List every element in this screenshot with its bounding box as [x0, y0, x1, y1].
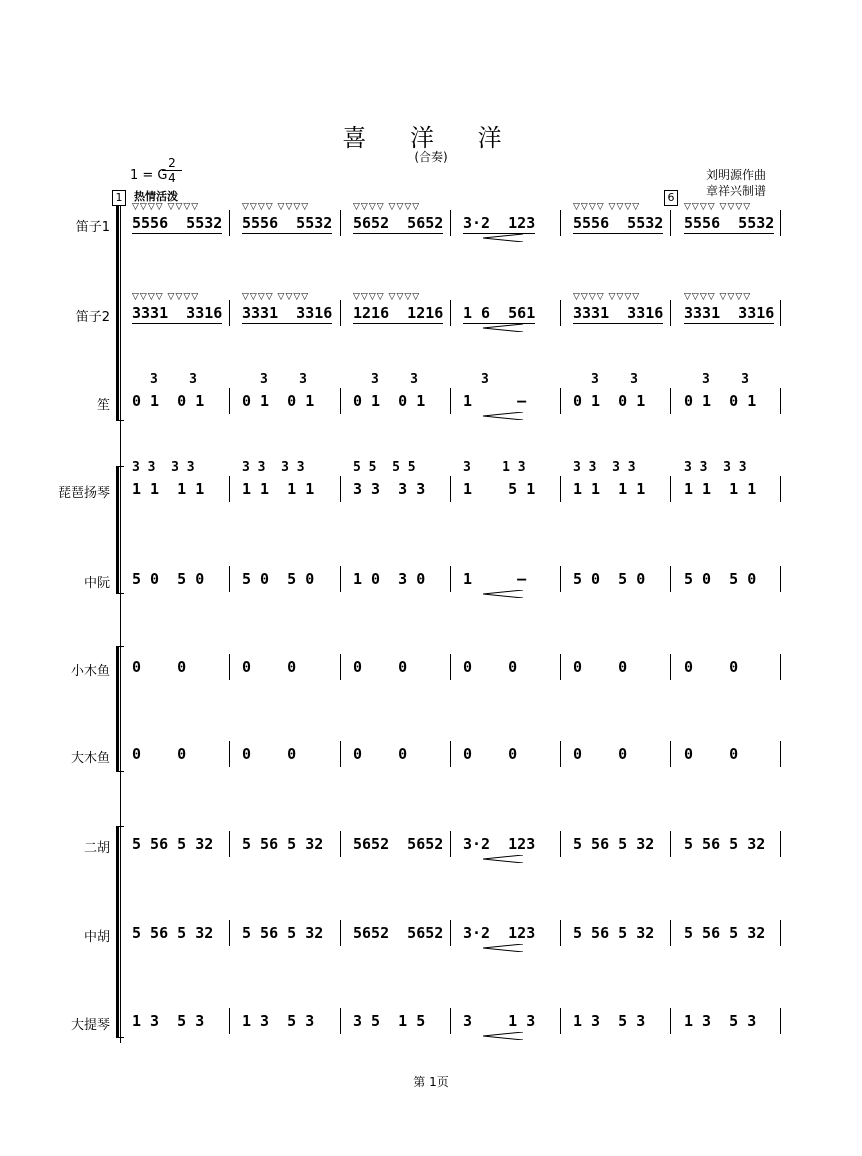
measure: 1216 1216 — [353, 304, 444, 322]
measure: 1 6 561 — [463, 304, 536, 322]
barline — [340, 654, 341, 680]
crescendo-hairpin — [483, 855, 523, 863]
measure: 0 0 — [242, 658, 297, 676]
barline — [560, 210, 561, 236]
measure: 0 0 — [242, 745, 297, 763]
barline — [340, 1008, 341, 1034]
barline — [780, 566, 781, 592]
barline — [560, 831, 561, 857]
barline — [670, 388, 671, 414]
instrument-label: 中胡 — [83, 930, 110, 945]
accent-marks: ▽▽▽▽ ▽▽▽▽ — [132, 202, 200, 212]
measure: 3 3 3 3 — [353, 480, 426, 498]
crescendo-hairpin — [483, 412, 523, 420]
barline — [450, 388, 451, 414]
measure: 5 56 5 32 — [242, 835, 324, 853]
barline — [670, 831, 671, 857]
instrument-label: 笛子2 — [75, 310, 110, 325]
arranger: 章祥兴制谱 — [706, 184, 767, 198]
measure: 1 3 5 3 — [132, 1012, 205, 1030]
measure: 3331 3316 — [684, 304, 775, 322]
barline — [670, 476, 671, 502]
barline — [780, 388, 781, 414]
upper-notes: 3 3 3 3 — [242, 460, 305, 475]
accent-marks: ▽▽▽▽ ▽▽▽▽ — [353, 292, 421, 302]
upper-notes: 3 3 3 3 — [132, 460, 195, 475]
barline — [670, 920, 671, 946]
composer: 刘明源作曲 — [706, 168, 767, 182]
barline — [229, 476, 230, 502]
crescendo-hairpin — [483, 1032, 523, 1040]
barline — [340, 210, 341, 236]
barline — [340, 566, 341, 592]
measure: 1 1 1 1 — [242, 480, 315, 498]
measure: 3331 3316 — [132, 304, 223, 322]
barline — [560, 654, 561, 680]
barline — [780, 920, 781, 946]
measure: 0 1 0 1 — [573, 392, 646, 410]
accent-marks: ▽▽▽▽ ▽▽▽▽ — [353, 202, 421, 212]
instrument-label: 笛子1 — [75, 220, 110, 235]
measure: 5 0 5 0 — [132, 570, 205, 588]
measure: 1 3 5 3 — [684, 1012, 757, 1030]
measure: 5556 5532 — [132, 214, 223, 232]
instrument-label: 小木鱼 — [70, 664, 110, 679]
measure: 5 56 5 32 — [242, 924, 324, 942]
barline — [780, 210, 781, 236]
crescendo-hairpin — [483, 944, 523, 952]
measure: 0 0 — [684, 658, 739, 676]
crescendo-hairpin — [483, 590, 523, 598]
barline — [780, 300, 781, 326]
barline — [450, 741, 451, 767]
measure: 3 5 1 5 — [353, 1012, 426, 1030]
upper-notes: 3 3 3 3 — [573, 460, 636, 475]
barline — [780, 476, 781, 502]
barline — [450, 210, 451, 236]
barline — [780, 654, 781, 680]
time-signature-top: 2 — [168, 156, 176, 170]
upper-notes: 3 3 — [702, 372, 749, 387]
barline — [560, 920, 561, 946]
barline — [450, 300, 451, 326]
measure: 3·2 123 — [463, 835, 536, 853]
measure: 5652 5652 — [353, 214, 444, 232]
barline — [670, 741, 671, 767]
barline — [780, 1008, 781, 1034]
page-title: 喜 洋 洋 — [342, 124, 520, 152]
measure: 0 0 — [573, 745, 628, 763]
instrument-label: 琵琶扬琴 — [57, 486, 110, 501]
subtitle: (合奏) — [414, 150, 448, 164]
upper-notes: 3 1 3 — [463, 460, 526, 475]
instrument-label: 二胡 — [83, 841, 110, 856]
instrument-label: 中阮 — [83, 576, 110, 591]
barline — [229, 831, 230, 857]
barline — [560, 741, 561, 767]
upper-notes: 3 3 — [371, 372, 418, 387]
bracket-winds — [116, 205, 121, 421]
measure: 5 56 5 32 — [684, 924, 766, 942]
instrument-label: 笙 — [96, 398, 110, 413]
measure: 1 5 1 — [463, 480, 536, 498]
measure: 5 0 5 0 — [573, 570, 646, 588]
crescendo-hairpin — [483, 324, 523, 332]
rehearsal-mark-1: 1 — [112, 190, 126, 206]
crescendo-hairpin — [483, 234, 523, 242]
barline — [229, 388, 230, 414]
measure: 1 3 5 3 — [242, 1012, 315, 1030]
accent-marks: ▽▽▽▽ ▽▽▽▽ — [132, 292, 200, 302]
key-signature: 1 = G — [130, 168, 168, 183]
measure: 0 0 — [573, 658, 628, 676]
bracket-strings — [116, 826, 121, 1038]
measure: 5652 5652 — [353, 835, 444, 853]
barline — [670, 654, 671, 680]
measure: 3·2 123 — [463, 924, 536, 942]
measure: 0 1 0 1 — [353, 392, 426, 410]
instrument-label: 大提琴 — [70, 1018, 110, 1033]
measure: 0 0 — [353, 658, 408, 676]
barline — [340, 476, 341, 502]
measure: 5652 5652 — [353, 924, 444, 942]
rehearsal-mark-6: 6 — [664, 190, 678, 206]
measure: 0 0 — [353, 745, 408, 763]
barline — [229, 1008, 230, 1034]
barline — [229, 300, 230, 326]
measure: 5 0 5 0 — [684, 570, 757, 588]
accent-marks: ▽▽▽▽ ▽▽▽▽ — [242, 292, 310, 302]
bracket-plucked — [116, 466, 121, 594]
measure: 3331 3316 — [242, 304, 333, 322]
measure: 5 56 5 32 — [684, 835, 766, 853]
measure: 0 1 0 1 — [242, 392, 315, 410]
barline — [780, 831, 781, 857]
upper-notes: 5 5 5 5 — [353, 460, 416, 475]
measure: 0 1 0 1 — [684, 392, 757, 410]
bracket-percussion — [116, 646, 121, 772]
barline — [670, 1008, 671, 1034]
barline — [670, 300, 671, 326]
measure: 0 0 — [463, 745, 518, 763]
measure: 5 56 5 32 — [573, 924, 655, 942]
accent-marks: ▽▽▽▽ ▽▽▽▽ — [573, 202, 641, 212]
barline — [560, 1008, 561, 1034]
barline — [560, 476, 561, 502]
time-signature-bottom: 4 — [162, 170, 182, 185]
measure: 5 56 5 32 — [132, 924, 214, 942]
barline — [340, 920, 341, 946]
measure: 5 56 5 32 — [132, 835, 214, 853]
barline — [229, 741, 230, 767]
measure: 0 0 — [684, 745, 739, 763]
barline — [229, 210, 230, 236]
upper-notes: 3 3 — [150, 372, 197, 387]
barline — [670, 210, 671, 236]
barline — [450, 831, 451, 857]
measure: 0 0 — [132, 745, 187, 763]
measure: 5556 5532 — [684, 214, 775, 232]
barline — [229, 654, 230, 680]
barline — [450, 476, 451, 502]
accent-marks: ▽▽▽▽ ▽▽▽▽ — [573, 292, 641, 302]
measure: 1 1 1 1 — [132, 480, 205, 498]
measure: 5 56 5 32 — [573, 835, 655, 853]
upper-notes: 3 3 3 3 — [684, 460, 747, 475]
upper-notes: 3 — [481, 372, 489, 387]
barline — [780, 741, 781, 767]
barline — [560, 566, 561, 592]
measure: 5556 5532 — [573, 214, 664, 232]
time-signature — [162, 156, 182, 185]
measure: 1 1 1 1 — [573, 480, 646, 498]
measure: 1 3 5 3 — [573, 1012, 646, 1030]
barline — [340, 388, 341, 414]
measure: 3331 3316 — [573, 304, 664, 322]
measure: 3·2 123 — [463, 214, 536, 232]
barline — [340, 831, 341, 857]
measure: 0 0 — [463, 658, 518, 676]
measure: 1 0 3 0 — [353, 570, 426, 588]
barline — [340, 741, 341, 767]
page-number: 第 1页 — [413, 1075, 449, 1089]
measure: 5556 5532 — [242, 214, 333, 232]
upper-notes: 3 3 — [591, 372, 638, 387]
instrument-label: 大木鱼 — [70, 751, 110, 766]
barline — [450, 920, 451, 946]
barline — [450, 1008, 451, 1034]
measure: 1 – — [463, 570, 527, 588]
measure: 0 0 — [132, 658, 187, 676]
barline — [670, 566, 671, 592]
upper-notes: 3 3 — [260, 372, 307, 387]
accent-marks: ▽▽▽▽ ▽▽▽▽ — [684, 292, 752, 302]
tempo-marking: 热情活泼 — [134, 190, 178, 203]
accent-marks: ▽▽▽▽ ▽▽▽▽ — [242, 202, 310, 212]
barline — [229, 566, 230, 592]
barline — [450, 566, 451, 592]
measure: 3 1 3 — [463, 1012, 536, 1030]
barline — [560, 300, 561, 326]
barline — [450, 654, 451, 680]
barline — [340, 300, 341, 326]
measure: 1 1 1 1 — [684, 480, 757, 498]
measure: 1 – — [463, 392, 527, 410]
measure: 5 0 5 0 — [242, 570, 315, 588]
measure: 0 1 0 1 — [132, 392, 205, 410]
accent-marks: ▽▽▽▽ ▽▽▽▽ — [684, 202, 752, 212]
barline — [229, 920, 230, 946]
barline — [560, 388, 561, 414]
